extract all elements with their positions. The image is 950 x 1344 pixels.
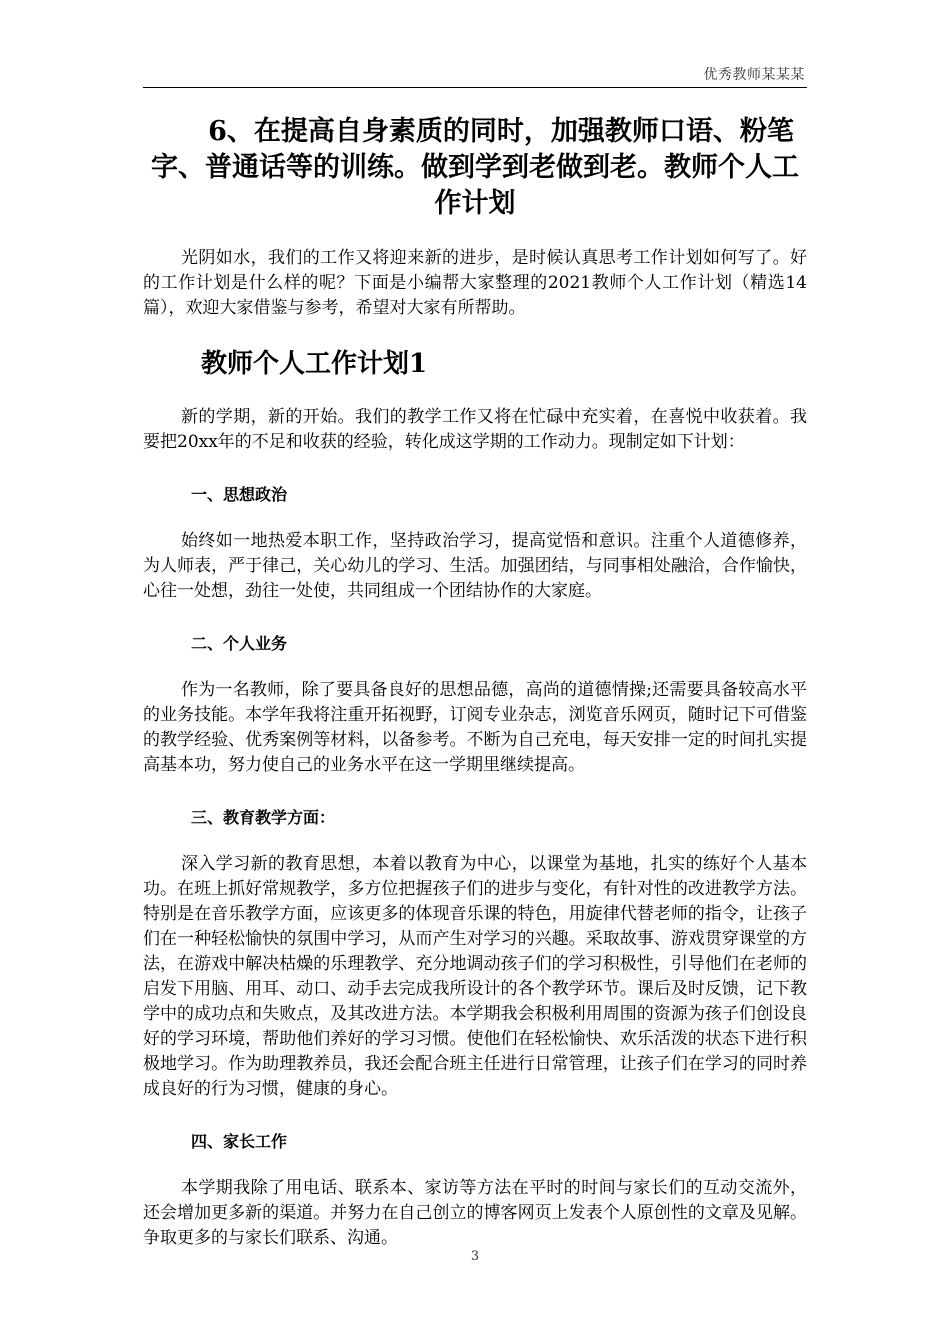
section-title: 教师个人工作计划1 [201,349,428,379]
subheading-parents: 四、家长工作 [191,1132,288,1151]
document-title: 6、在提高自身素质的同时，加强教师口语、粉笔字、普通话等的训练。做到学到老做到老。教师个人工作计划 [151,116,799,219]
paragraph-parents: 本学期我除了用电话、联系本、家访等方法在平时的时间与家长们的互动交流外，还会增加更多新的渠道。并努力在自己创立的博客网页上发表个人原创性的文章及见解。争取更多的与家长们联系、沟通。 [143,1178,807,1248]
header-rule [143,87,807,88]
page-number: 3 [470,1249,480,1264]
subheading-professional: 二、个人业务 [191,634,288,653]
document-body [143,114,807,1251]
running-header: 优秀教师某某某 [703,67,805,83]
paragraph-teaching: 深入学习新的教育思想，本着以教育为中心，以课堂为基地，扎实的练好个人基本功。在班上抓好常规教学，多方位把握孩子们的进步与变化，有针对性的改进教学方法。特别是在音乐教学方面，应该更多的体现音乐课的特色，用旋律代替老师的指令，让孩子们在一种轻松愉快的氛围中学习，从而产生对学习的兴趣。采取故事、游戏贯穿课堂的方法，在游戏中解决枯燥的乐理教学、充分地调动孩子们的学习积极性，引导他们在老师的启发下用脑、用耳、动口、动手去完成我所设计的各个教学环节。课后及时反馈，记下教学中的成功点和失败点，及其改进方法。本学期我会积极利用周围的资源为孩子们创设良好的学习环境，帮助他们养好的学习习惯。使他们在轻松愉快、欢乐活泼的状态下进行积极地学习。作为助理教养员，我还会配合班主任进行日常管理，让孩子们在学习的同时养成良好的行为习惯，健康的身心。 [143,854,807,1099]
subheading-teaching: 三、教育教学方面： [191,808,336,827]
subheading-ideology: 一、思想政治 [191,485,288,504]
paragraph-ideology: 始终如一地热爱本职工作，坚持政治学习，提高觉悟和意识。注重个人道德修养，为人师表，严于律己，关心幼儿的学习、生活。加强团结，与同事相处融洽，合作愉快，心往一处想，劲往一处使，共同组成一个团结协作的大家庭。 [143,531,807,601]
section-intro-paragraph: 新的学期，新的开始。我们的教学工作又将在忙碌中充实着，在喜悦中收获着。我要把20xx年的不足和收获的经验，转化成这学期的工作动力。现制定如下计划： [143,407,807,452]
paragraph-professional: 作为一名教师，除了要具备良好的思想品德，高尚的道德情操;还需要具备较高水平的业务技能。本学年我将注重开拓视野，订阅专业杂志，浏览音乐网页，随时记下可借鉴的教学经验、优秀案例等材料，以备参考。不断为自己充电，每天安排一定的时间扎实提高基本功，努力使自己的业务水平在这一学期里继续提高。 [143,680,807,775]
intro-paragraph: 光阴如水，我们的工作又将迎来新的进步，是时候认真思考工作计划如何写了。好的工作计划是什么样的呢？下面是小编帮大家整理的2021教师个人工作计划（精选14篇），欢迎大家借鉴与参考，希望对大家有所帮助。 [143,248,807,318]
